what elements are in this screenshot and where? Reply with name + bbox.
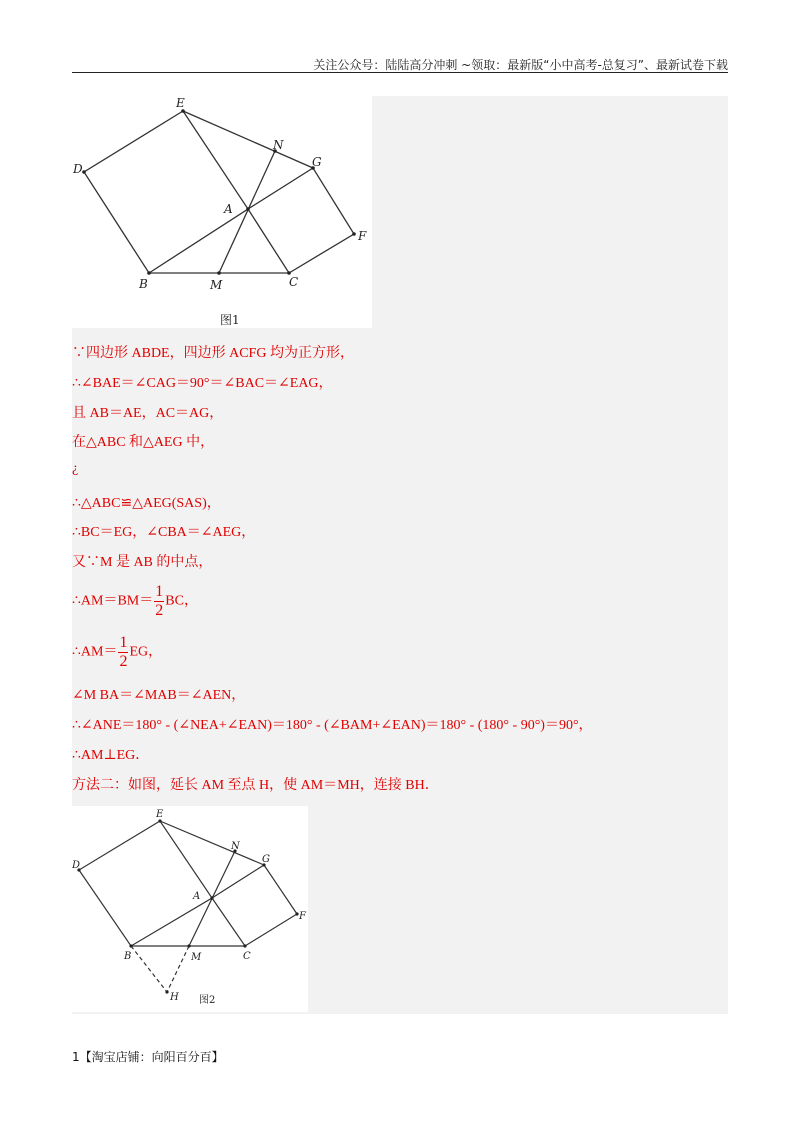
solution-line-2: ∴∠BAE＝∠CAG＝90°＝∠BAC＝∠EAG， (72, 376, 333, 391)
square-abde (79, 821, 212, 946)
label-a: A (193, 891, 201, 902)
figure-1 (72, 96, 372, 328)
fraction-numerator: 1 (119, 634, 128, 651)
label-c: C (243, 951, 251, 962)
line10-prefix: ∴AM＝ (72, 644, 118, 660)
segment-bh (131, 946, 167, 992)
label-d: D (73, 162, 83, 176)
label-f: F (299, 911, 306, 922)
square-acfg (212, 865, 297, 946)
label-g: G (262, 854, 270, 865)
fraction-numerator: 1 (155, 583, 164, 600)
fraction-denominator: 2 (119, 653, 128, 670)
solution-line-14: 方法二：如图，延长 AM 至点 H，使 AM＝MH，连接 BH． (72, 778, 439, 793)
solution-line-13: ∴AM⊥EG． (72, 748, 150, 763)
figure-2-caption: 图2 (199, 995, 216, 1006)
solution-line-11: ∠M BA＝∠MAB＝∠AEN， (72, 688, 246, 703)
line10-suffix: EG， (129, 644, 163, 660)
solution-line-8: 又∵M 是 AB 的中点， (72, 555, 213, 570)
label-b: B (139, 277, 148, 291)
solution-line-3: 且 AB＝AE，AC＝AG， (72, 406, 224, 421)
fraction-half (118, 634, 128, 671)
figure-2 (72, 806, 308, 1012)
page-footer: 1【淘宝店铺：向阳百分百】 (72, 1050, 224, 1064)
figure-1-caption: 图1 (220, 313, 240, 327)
segment-mh (167, 946, 189, 992)
solution-line-1: ∵四边形 ABDE，四边形 ACFG 均为正方形， (72, 346, 354, 361)
square-acfg (248, 168, 354, 273)
solution-line-7: ∴BC＝EG，∠CBA＝∠AEG， (72, 525, 256, 540)
solution-line-5: ¿ (72, 461, 79, 476)
solution-line-12: ∴∠ANE＝180° - (∠NEA+∠EAN)＝180° - (∠BAM+∠EAN)＝180° - (180° - 90°)＝90°， (72, 718, 593, 733)
fraction-denominator: 2 (155, 602, 164, 619)
solution-line-10 (72, 634, 162, 671)
label-f: F (358, 229, 367, 243)
header-rule (72, 72, 728, 73)
label-e: E (176, 96, 185, 110)
label-e: E (156, 809, 164, 820)
label-m: M (191, 952, 202, 963)
square-abde (84, 111, 248, 273)
solution-line-6: ∴△ABC≌△AEG(SAS)， (72, 496, 221, 511)
label-c: C (289, 275, 299, 289)
label-h: H (170, 992, 179, 1003)
label-b: B (124, 951, 132, 962)
label-m: M (210, 278, 223, 292)
segment-eg (160, 821, 264, 865)
figure-2-diagram (72, 806, 308, 1012)
line9-suffix: BC， (165, 593, 198, 609)
solution-line-4: 在△ABC 和△AEG 中， (72, 435, 215, 450)
label-d: D (72, 860, 81, 871)
page-header: 关注公众号：陆陆高分冲刺 ~领取：最新版“小中高考-总复习”、最新试卷下载 (313, 58, 728, 72)
label-n: N (273, 138, 284, 152)
label-g: G (312, 155, 322, 169)
figure-1-diagram (72, 96, 372, 328)
fraction-half (154, 583, 164, 620)
label-n: N (231, 841, 240, 852)
solution-line-9 (72, 583, 198, 620)
label-a: A (224, 202, 233, 216)
line9-prefix: ∴AM＝BM＝ (72, 593, 154, 609)
